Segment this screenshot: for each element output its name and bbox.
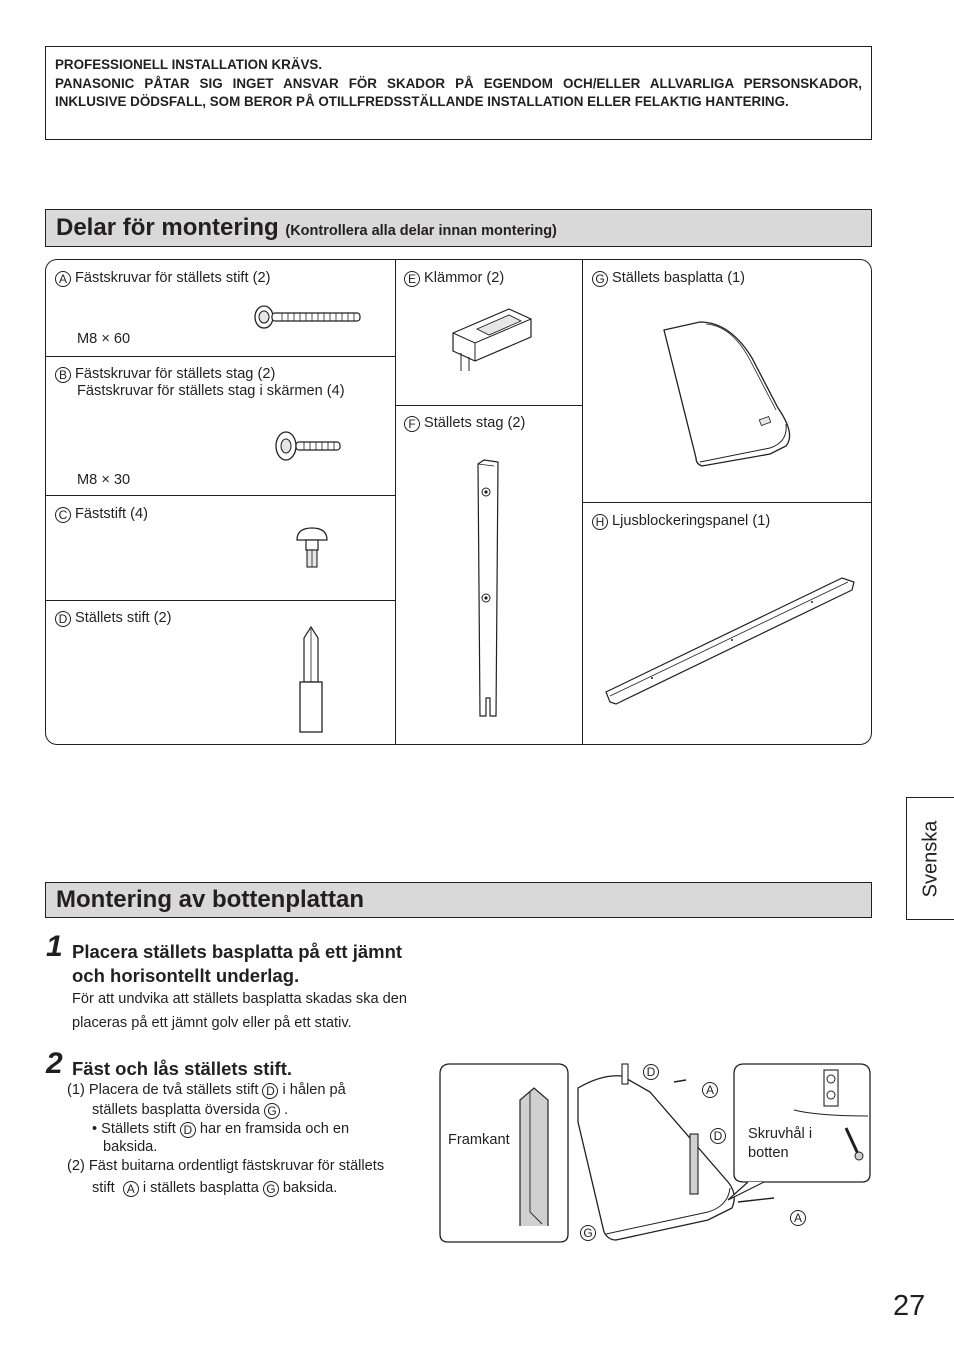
divider [396, 405, 582, 406]
stand-brace-icon [474, 458, 502, 720]
step-2-title: Fäst och lås ställets stift. [72, 1058, 293, 1079]
parts-section-header [45, 209, 872, 247]
callout-d-right: D [710, 1128, 726, 1144]
part-a-size: M8 × 60 [77, 331, 131, 347]
step-2-item-2-cont: stift A i ställets basplatta G baksida. [92, 1180, 338, 1196]
language-tab [906, 797, 954, 920]
divider [583, 502, 871, 503]
letter-g-badge: G [592, 271, 608, 287]
part-a-label: A Fästskruvar för ställets stift (2) [55, 270, 270, 288]
step-1-number: 1 [46, 930, 63, 963]
mount-section-title: Montering av bottenplattan [56, 886, 364, 913]
letter-a-badge: A [55, 271, 71, 287]
warning-title: PROFESSIONELL INSTALLATION KRÄVS. [55, 57, 323, 72]
step-2-item-1-cont: ställets basplatta översida G . [92, 1102, 289, 1118]
divider [46, 600, 395, 601]
part-e-label: E Klämmor (2) [404, 270, 504, 288]
step-2-item-2: (2) Fäst buitarna ordentligt fästskruvar för ställets [67, 1158, 385, 1174]
front-edge-label: Framkant [448, 1132, 510, 1148]
ref-a-badge: A [123, 1181, 139, 1197]
part-b-label: B Fästskruvar för ställets stag (2) [55, 366, 275, 384]
warning-box [45, 46, 872, 140]
screw-hole-label: Skruvhål i botten [748, 1126, 813, 1161]
step-1-title: Placera ställets basplatta på ett jämnt och horisontellt underlag. [72, 941, 403, 986]
mount-section-header [45, 882, 872, 918]
parts-section-subtitle: (Kontrollera alla delar innan montering) [285, 223, 557, 239]
part-h-label: H Ljusblockeringspanel (1) [592, 513, 770, 531]
part-f-label: F Ställets stag (2) [404, 415, 525, 433]
ref-g-badge: G [263, 1181, 279, 1197]
step-2-bullet-cont: baksida. [103, 1139, 158, 1155]
letter-b-badge: B [55, 367, 71, 383]
ref-d-badge: D [262, 1083, 278, 1099]
parts-section-title: Delar för montering [56, 214, 279, 241]
ref-d-badge: D [180, 1122, 196, 1138]
clamp-icon [447, 303, 535, 375]
screw-m8x30-icon [272, 429, 344, 463]
divider [46, 495, 395, 496]
step-2-item-1: (1) Placera de två ställets stift D i hålen på [67, 1082, 346, 1098]
letter-d-badge: D [55, 611, 71, 627]
ref-g-badge: G [264, 1103, 280, 1119]
page-number: 27 [893, 1290, 926, 1322]
part-b-size: M8 × 30 [77, 472, 131, 488]
step-2-number: 2 [46, 1047, 63, 1080]
letter-h-badge: H [592, 514, 608, 530]
part-d-label: D Ställets stift (2) [55, 610, 172, 628]
part-g-label: G Ställets basplatta (1) [592, 270, 745, 288]
callout-g: G [580, 1225, 596, 1241]
fixing-pin-icon [294, 526, 330, 570]
callout-a-bottom: A [790, 1210, 806, 1226]
divider [46, 356, 395, 357]
callout-d-top: D [643, 1064, 659, 1080]
part-b-label-2: Fästskruvar för ställets stag i skärmen (4) [77, 383, 345, 399]
step-1-body: För att undvika att ställets basplatta skadas ska den placeras på ett jämnt golv eller på ett stativ. [72, 991, 408, 1031]
step-2-bullet: • Ställets stift D har en framsida och en [92, 1121, 350, 1137]
light-blocking-panel-icon [602, 574, 858, 708]
warning-text: PANASONIC PÅTAR SIG INGET ANSVAR FÖR SKADOR PÅ EGENDOM OCH/ELLER ALLVARLIGA PERSONSKADOR, INKLUSIVE DÖDSFALL, SOM BEROR PÅ OTILLFREDSSTÄLLANDE INSTALLATION ELLER FELAKTIG HANTERING. [55, 75, 862, 109]
screw-m8x60-icon [252, 303, 364, 331]
stand-base-icon [660, 318, 800, 468]
letter-c-badge: C [55, 507, 71, 523]
language-tab-label: Svenska [919, 820, 941, 897]
part-c-label: C Fäststift (4) [55, 506, 148, 524]
letter-f-badge: F [404, 416, 420, 432]
divider [395, 260, 396, 745]
letter-e-badge: E [404, 271, 420, 287]
stand-pin-icon [296, 624, 326, 736]
callout-a-top: A [702, 1082, 718, 1098]
